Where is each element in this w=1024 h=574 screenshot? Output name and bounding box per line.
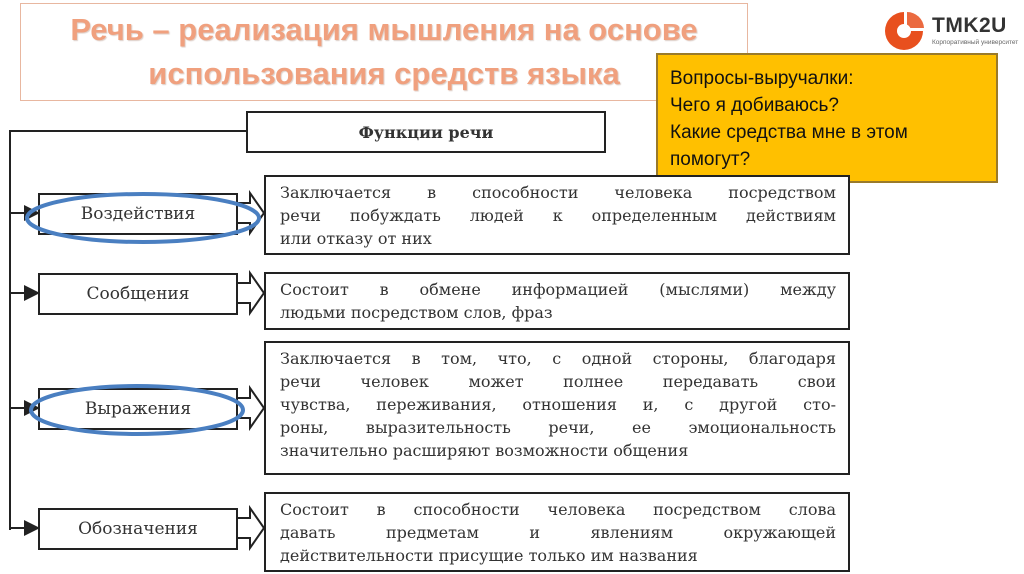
trunk-line <box>10 131 246 530</box>
function-box-2: Сообщения <box>38 273 238 315</box>
description-3-line-1: Заключается в том, что, с одной стороны, благодаря <box>280 349 836 368</box>
function-box-1: Воздействия <box>38 193 238 235</box>
logo-subtitle: Корпоративный университет <box>932 39 1019 46</box>
helper-question-1: Чего я добиваюсь? <box>670 95 839 116</box>
block-arrow-3 <box>236 388 264 428</box>
description-4-line-3: действительности присущие только им названия <box>280 546 698 565</box>
helper-questions-heading: Вопросы-выручалки: <box>670 68 854 89</box>
function-box-4: Обозначения <box>38 508 238 550</box>
description-box-3 <box>264 341 850 475</box>
description-3-line-5: значительно расширяют возможности общения <box>280 441 689 460</box>
functions-header: Функции речи <box>246 111 606 153</box>
description-3-line-3: чувства, переживания, отношения и, с другой сто- <box>280 395 836 414</box>
block-arrow-2 <box>236 273 264 313</box>
description-2-line-1: Состоит в обмене информацией (мыслями) между <box>280 280 836 299</box>
description-1-line-2: речи побуждать людей к определенным действиям <box>280 206 836 225</box>
description-1-line-1: Заключается в способности человека посредством <box>280 183 836 202</box>
description-box-1 <box>264 175 850 255</box>
description-3-line-2: речи человек может полнее передавать свои <box>280 372 836 391</box>
block-arrow-1 <box>236 193 264 233</box>
description-box-2 <box>264 272 850 330</box>
description-box-4 <box>264 492 850 572</box>
description-2-line-2: людьми посредством слов, фраз <box>280 303 553 322</box>
logo-brand-text: TMK2U <box>932 14 1007 37</box>
description-4-line-2: давать предметам и явлениям окружающей <box>280 523 836 542</box>
slide-title-line-1: Речь – реализация мышления на основе <box>70 12 698 47</box>
description-1-line-3: или отказу от них <box>280 229 432 248</box>
description-4-line-1: Состоит в способности человека посредством слова <box>280 500 836 519</box>
helper-question-2-line-1: Какие средства мне в этом <box>670 122 908 143</box>
function-box-3: Выражения <box>38 388 238 430</box>
helper-question-2-line-2: помогут? <box>670 149 751 170</box>
description-3-line-4: роны, выразительность речи, ее эмоциональность <box>280 418 836 437</box>
block-arrow-4 <box>236 508 264 548</box>
slide-title-line-2: использования средств языка <box>148 56 620 91</box>
